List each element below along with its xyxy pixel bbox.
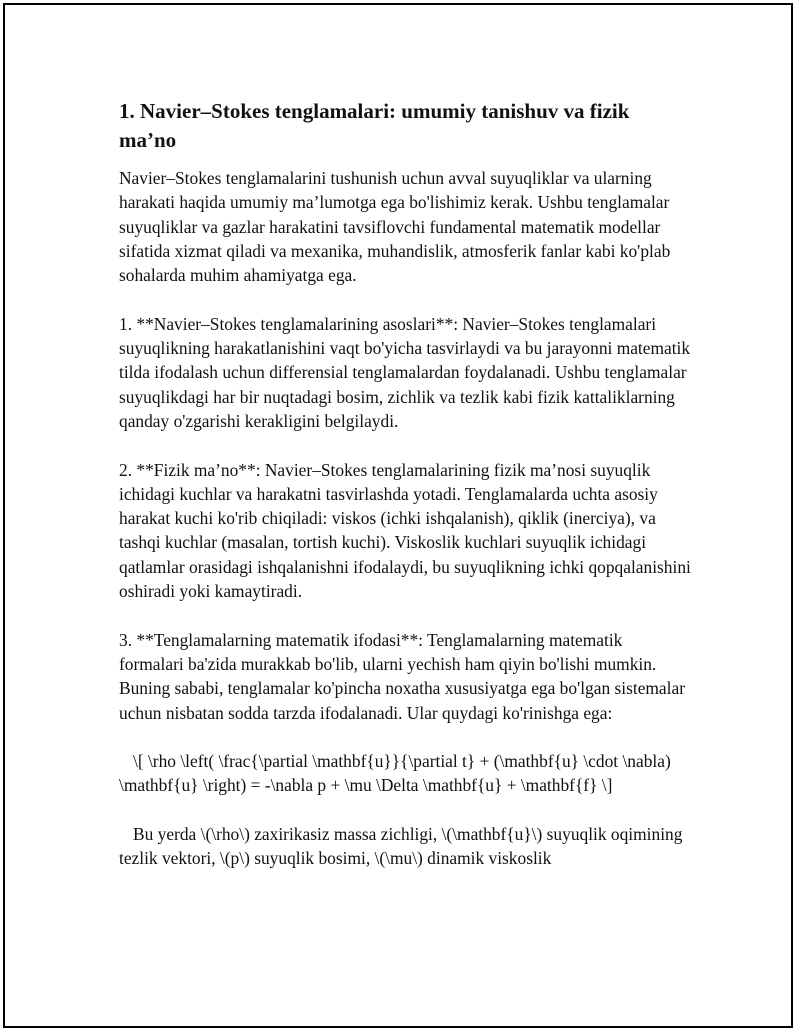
paragraph-variable-definitions: Bu yerda \(\rho\) zaxirikasiz massa zichligi, \(\mathbf{u}\) suyuqlik oqimining tezlik vektori, \(p\) suyuqlik bosimi, \(\mu\) dinamik viskoslik (119, 824, 683, 869)
paragraph-physical-meaning: 2. **Fizik ma’no**: Navier–Stokes tenglamalarining fizik ma’nosi suyuqlik ichidagi kuchlar va harakatni tasvirlashda yotadi. Tenglamalarda uchta asosiy harakat kuchi ko'rib chiqiladi: viskos (ichki ishqalanish), qiklik (inerciya), va tashqi kuchlar (masalan, tortish kuchi). Viskoslik kuchlari suyuqlik ichidagi qatlamlar orasidagi ishqalanishni ifodalaydi, bu suyuqlikning ichki qopqalanishini oshiradi yoki kamaytiradi. (119, 459, 691, 602)
paragraph-math-expression: 3. **Tenglamalarning matematik ifodasi**: Tenglamalarning matematik formalari ba'zida murakkab bo'lib, ularni yechish ham qiyin bo'lishi mumkin. Buning sababi, tenglamalar ko'pincha noxatha xususiyatga ega bo'lgan sistemalar uchun nisbatan sodda tarzda ifodalanadi. Ular quydagi ko'rinishga ega: (119, 629, 685, 723)
paragraph-basics: 1. **Navier–Stokes tenglamalarining asoslari**: Navier–Stokes tenglamalari suyuqlikning harakatlanishini vaqt bo'yicha tasvirlaydi va bu jarayonni matematik tilda ifodalash uchun differensial tenglamalardan foydalanadi. Ushbu tenglamalar suyuqlikdagi har bir nuqtadagi bosim, zichlik va tezlik kabi fizik kattaliklarning qanday o'zgarishi kerakligini belgilaydi. (119, 313, 691, 431)
equation-latex: \[ \rho \left( \frac{\partial \mathbf{u}}{\partial t} + (\mathbf{u} \cdot \nabla) \mathbf{u} \right) = -\nabla p + \mu \Delta \mathbf{u} + \mathbf{f} \] (119, 751, 671, 796)
document-body (119, 97, 691, 895)
document-page (3, 3, 793, 1028)
intro-paragraph: Navier–Stokes tenglamalarini tushunish uchun avval suyuqliklar va ularning harakati haqida umumiy ma’lumotga ega bo'lishimiz kerak. Ushbu tenglamalar suyuqliklar va gazlar harakatini tavsiflovchi fundamental matematik modellar sifatida xizmat qiladi va mexanika, muhandislik, atmosferik fanlar kabi ko'plab sohalarda muhim ahamiyatga ega. (119, 168, 671, 286)
section-title: 1. Navier–Stokes tenglamalari: umumiy tanishuv va fizik ma’no (119, 99, 630, 152)
